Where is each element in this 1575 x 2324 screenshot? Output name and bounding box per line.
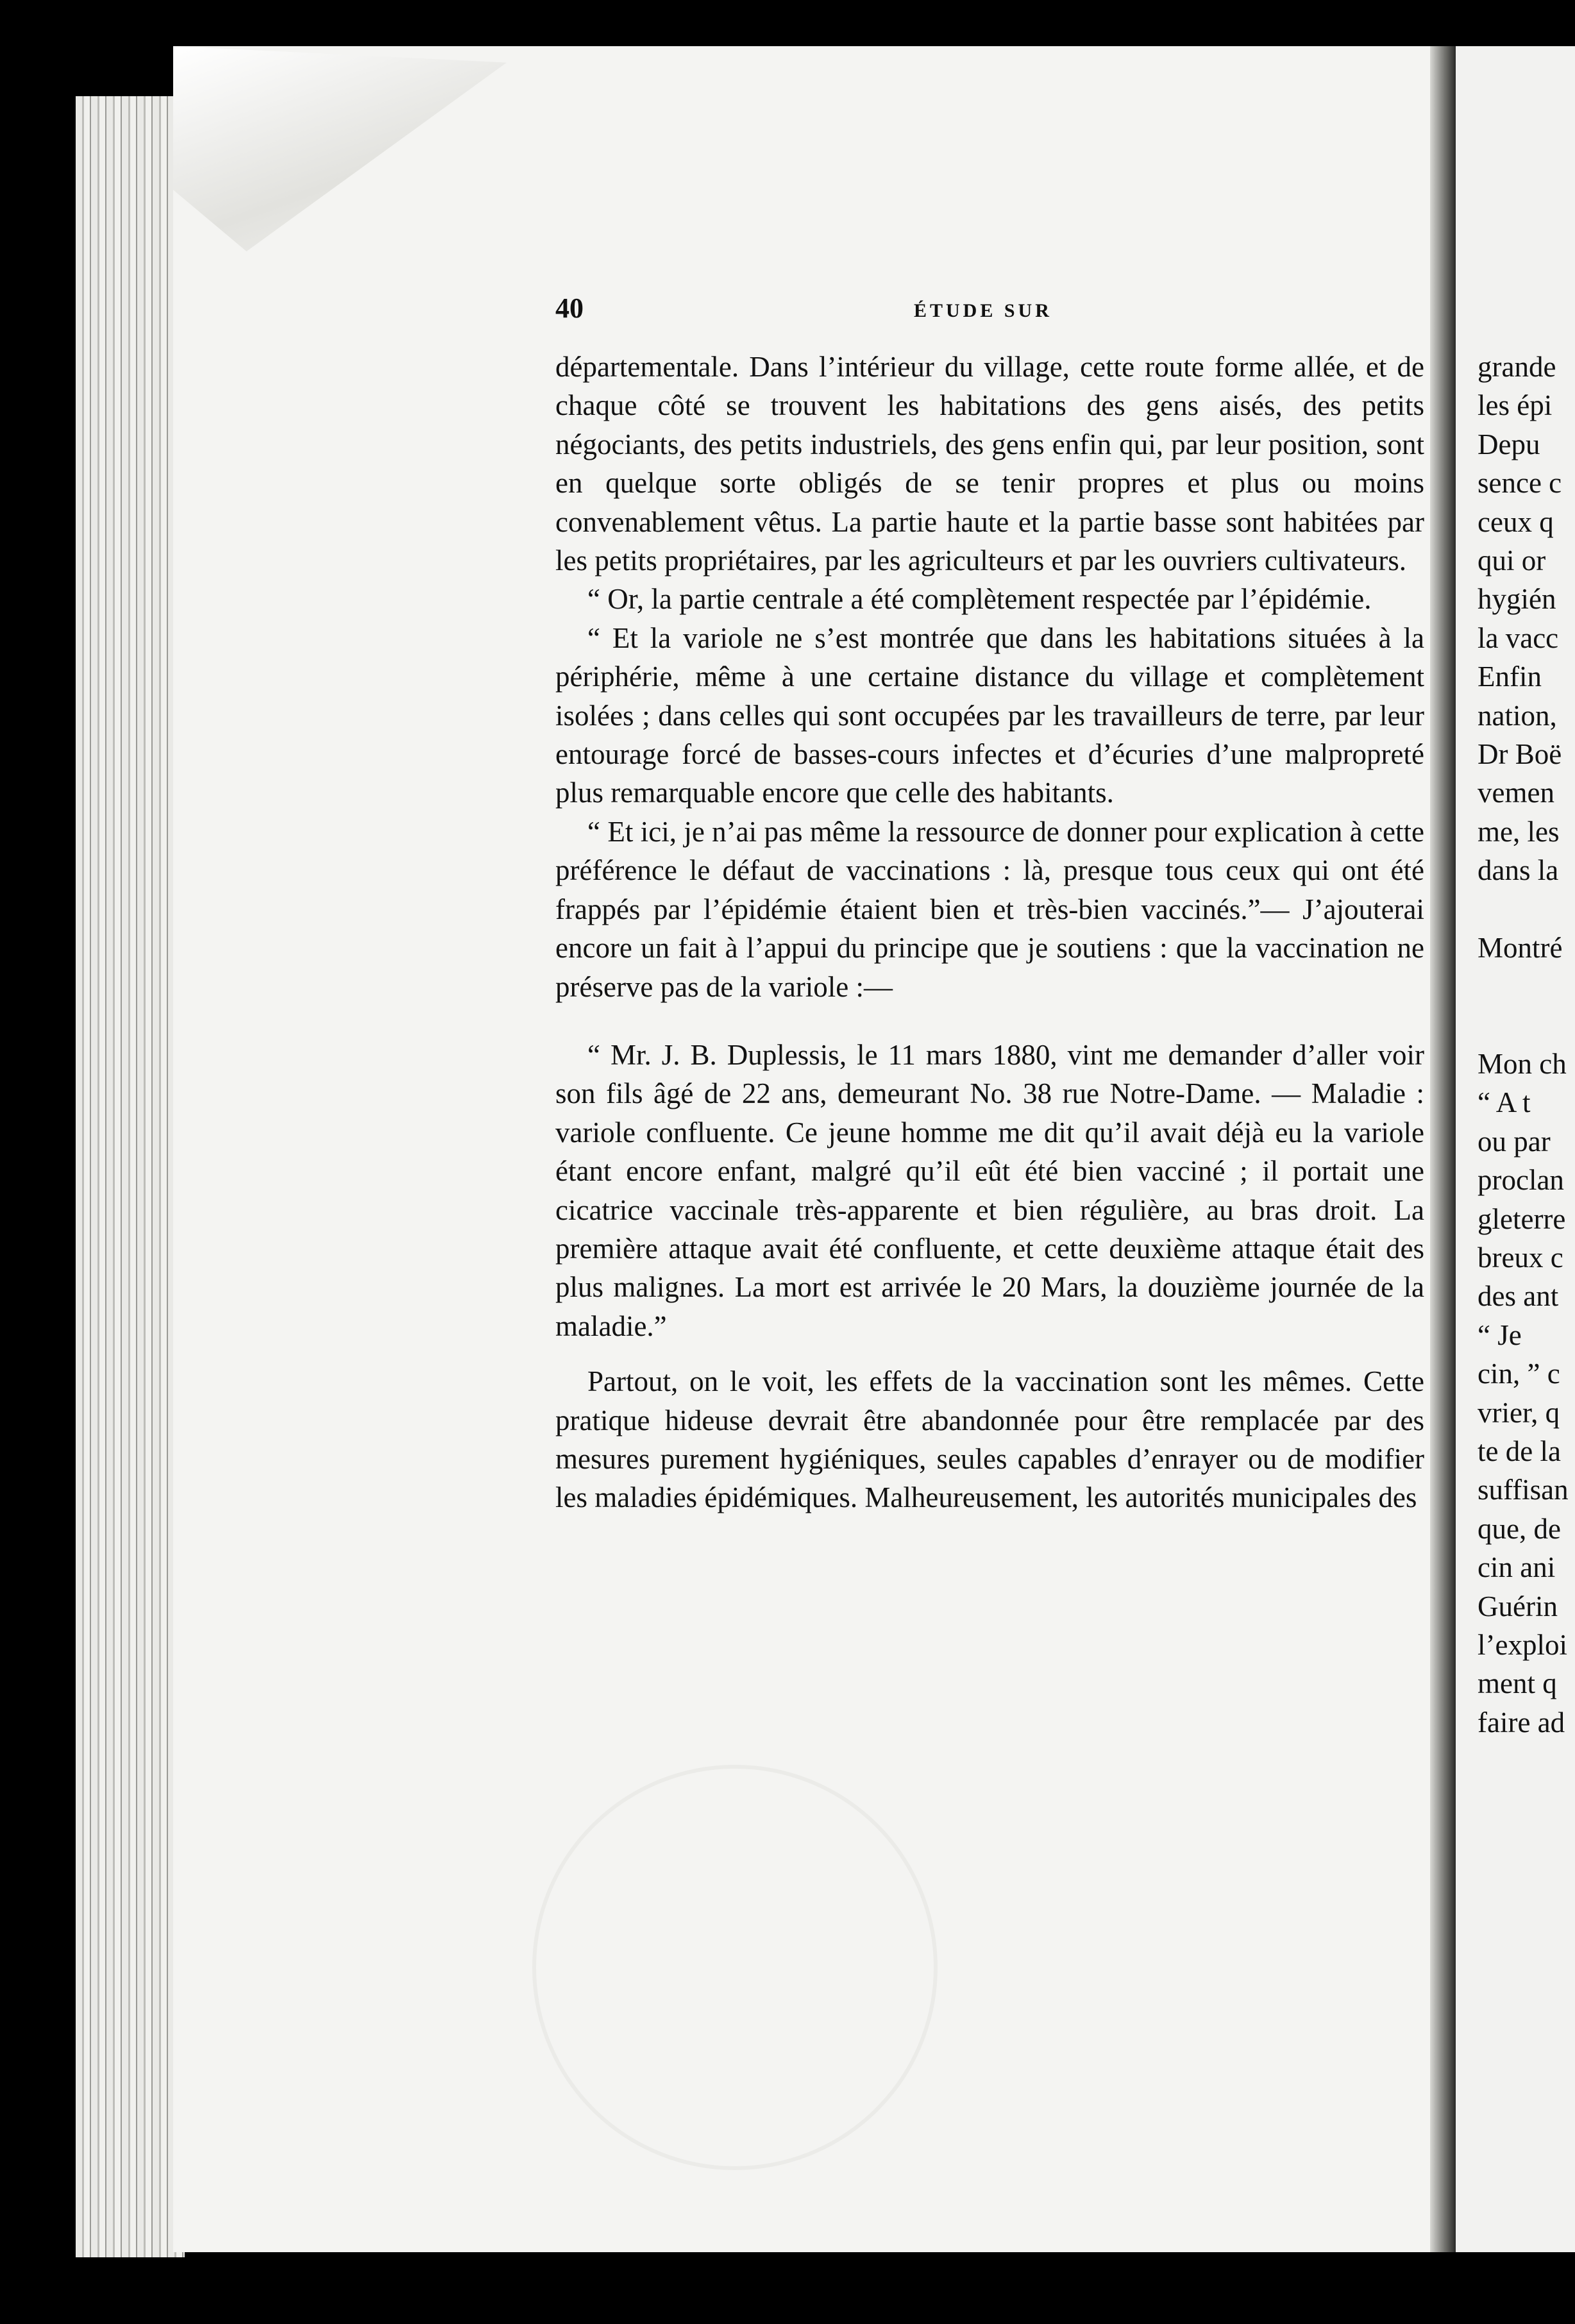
right-page-line: “ Je xyxy=(1478,1318,1522,1351)
right-page-line: l’exploi xyxy=(1478,1628,1567,1661)
library-stamp-watermark xyxy=(532,1765,938,2170)
paragraph: Partout, on le voit, les effets de la vaccination sont les mêmes. Cette pratique hideuse devrait être abandonnée pour être remplacée par des mesures purement hygiéniques, seules capables d’enrayer ou de modifier les maladies épidémiques. Malheureusement, les autorités municipales des xyxy=(555,1365,1424,1514)
right-page-line: Montré xyxy=(1478,931,1563,964)
right-page-line: des ant xyxy=(1478,1280,1559,1313)
right-page-line: Mon ch xyxy=(1478,1048,1567,1081)
body-text xyxy=(555,348,1424,1517)
right-page-line: nation, xyxy=(1478,699,1557,732)
paragraph: “ Mr. J. B. Duplessis, le 11 mars 1880, vint me demander d’aller voir son fils âgé de 22 ans, demeurant No. 38 rue Notre-Dame. — Maladie : variole confluente. Ce jeune homme me dit qu’il avait déjà eu la variole étant encore enfant, malgré qu’il eût été bien vacciné ; il portait une cicatrice vaccinale très-apparente et bien régulière, au bras droit. La première attaque avait été confluente, et cette deuxième attaque était des plus malignes. La mort est arrivée le 20 Mars, la douzième journée de la maladie.” xyxy=(555,1038,1424,1342)
page-number: 40 xyxy=(555,292,584,324)
right-page-line: hygién xyxy=(1478,583,1556,616)
right-page-line: qui or xyxy=(1478,544,1546,577)
right-page-line: la vacc xyxy=(1478,621,1559,654)
right-page-line: Guérin xyxy=(1478,1590,1558,1622)
paragraph: “ Et la variole ne s’est montrée que dans les habitations situées à la périphérie, même à une certaine distance du village et complètement isolées ; dans celles qui sont occupées par les travailleurs de terre, par leur entourage forcé de basses-cours infectes et d’écuries d’une malpropreté plus remarquable encore que celle des habitants. xyxy=(555,621,1424,809)
right-page-line xyxy=(1478,1006,1575,1045)
right-page-line: gleterre xyxy=(1478,1202,1566,1235)
right-page-line: vemen xyxy=(1478,777,1554,809)
running-head: ÉTUDE SUR xyxy=(914,300,1052,321)
right-page-line: dans la xyxy=(1478,854,1559,887)
right-page-line: Depu xyxy=(1478,428,1540,460)
right-page-line: que, de xyxy=(1478,1512,1561,1545)
right-page-line: proclan xyxy=(1478,1164,1564,1197)
right-page-line: suffisan xyxy=(1478,1474,1569,1506)
right-page-line: faire ad xyxy=(1478,1706,1565,1739)
right-page-line: vrier, q xyxy=(1478,1396,1560,1429)
right-page-line: cin ani xyxy=(1478,1551,1556,1584)
right-page-line: les épi xyxy=(1478,389,1553,422)
book-gutter xyxy=(1430,46,1456,2252)
right-page-line: breux c xyxy=(1478,1241,1563,1274)
right-page-line: “ A t xyxy=(1478,1086,1531,1119)
right-page-line xyxy=(1478,889,1575,928)
right-page-line: Enfin xyxy=(1478,661,1542,693)
right-page-line: grande xyxy=(1478,351,1556,383)
right-page-line: ment q xyxy=(1478,1667,1557,1700)
paragraph: “ Or, la partie centrale a été complètement respectée par l’épidémie. xyxy=(587,583,1372,616)
right-page-line: ou par xyxy=(1478,1125,1551,1158)
right-page-line: Dr Boë xyxy=(1478,737,1562,770)
paragraph: “ Et ici, je n’ai pas même la ressource de donner pour explication à cette préférence le défaut de vaccinations : là, presque tous ceux qui ont été frappés par l’épidémie étaient bien et très-bien vaccinés.”— J’ajouterai encore un fait à l’appui du principe que je soutiens : que la vaccination ne préserve pas de la variole :— xyxy=(555,815,1424,1003)
right-page-text xyxy=(1478,348,1575,1742)
paragraph: départementale. Dans l’intérieur du village, cette route forme allée, et de chaque côté se trouvent les habitations des gens aisés, des petits négociants, des petits industriels, des gens enfin qui, par leur position, sont en quelque sorte obligés de se tenir propres et plus ou moins convenablement vêtus. La partie haute et la partie basse sont habitées par les petits propriétaires, par les agriculteurs et par les ouvriers cultivateurs. xyxy=(555,351,1424,577)
right-page-line: te de la xyxy=(1478,1435,1561,1467)
right-page-line: sence c xyxy=(1478,467,1562,500)
right-page-line xyxy=(1478,967,1575,1006)
right-page-line: me, les xyxy=(1478,815,1560,848)
right-page-line: ceux q xyxy=(1478,505,1554,538)
right-page-line: cin, ” c xyxy=(1478,1358,1560,1390)
page-edges xyxy=(76,96,185,2257)
